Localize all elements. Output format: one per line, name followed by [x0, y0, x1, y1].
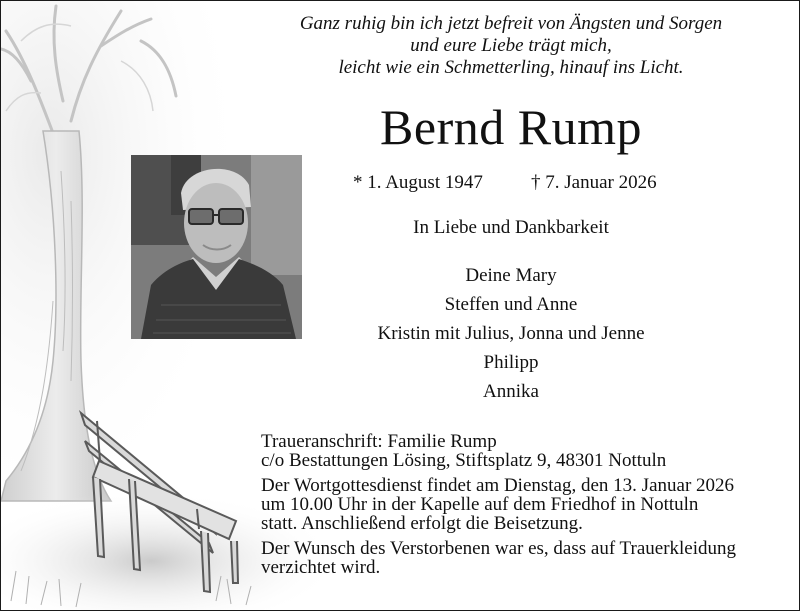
poem-line: Ganz ruhig bin ich jetzt befreit von Ängsten und Sorgen — [299, 13, 723, 34]
service-line: um 10.00 Uhr in der Kapelle auf dem Friedhof in Nottuln — [261, 494, 699, 515]
mourner-line: Steffen und Anne — [444, 294, 578, 315]
mourner-line: Philipp — [483, 352, 539, 373]
mourners-list — [331, 261, 691, 406]
service-details — [261, 476, 781, 533]
mourning-address — [261, 432, 781, 470]
deceased-name: Bernd Rump — [380, 99, 642, 155]
portrait-photo — [131, 155, 302, 339]
mourner-line: Deine Mary — [465, 265, 557, 286]
poem-line: leicht wie ein Schmetterling, hinauf ins Licht. — [338, 57, 684, 78]
dedication-line: In Liebe und Dankbarkeit — [413, 217, 609, 238]
mourner-line: Kristin mit Julius, Jonna und Jenne — [377, 323, 645, 344]
death-date: † 7. Januar 2026 — [531, 172, 657, 193]
attire-wish — [261, 539, 781, 577]
wish-line: verzichtet wird. — [261, 557, 381, 578]
poem — [241, 13, 781, 79]
wish-line: Der Wunsch des Verstorbenen war es, dass auf Trauerkleidung — [261, 538, 737, 559]
poem-line: und eure Liebe trägt mich, — [410, 35, 612, 56]
funeral-information — [261, 432, 781, 577]
address-line: c/o Bestattungen Lösing, Stiftsplatz 9, 48301 Nottuln — [261, 450, 667, 471]
mourner-line: Annika — [483, 381, 539, 402]
birth-date: * 1. August 1947 — [353, 172, 483, 193]
service-line: statt. Anschließend erfolgt die Beisetzung. — [261, 513, 583, 534]
address-line: Traueranschrift: Familie Rump — [261, 431, 497, 452]
service-line: Der Wortgottesdienst findet am Dienstag, den 13. Januar 2026 — [261, 475, 735, 496]
